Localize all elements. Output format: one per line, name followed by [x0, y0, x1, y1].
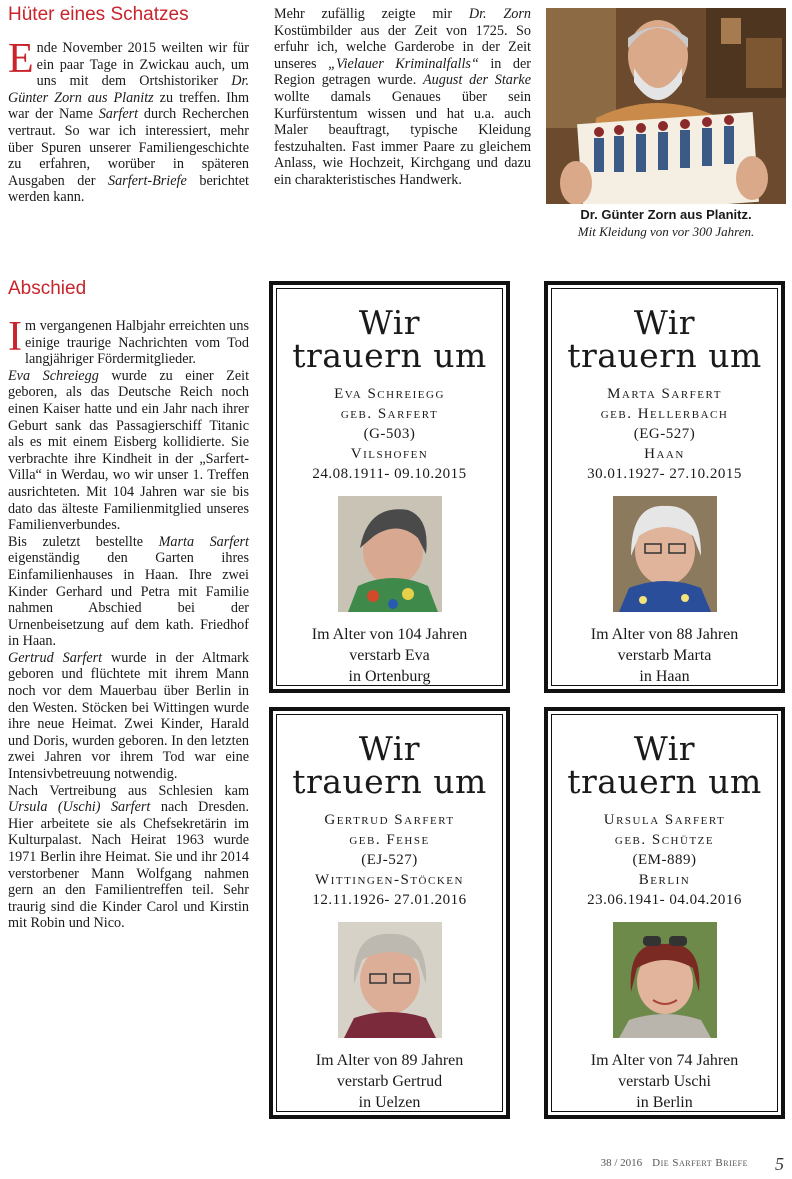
card-dates: 30.01.1927- 27.10.2015	[587, 466, 742, 482]
card-place: Berlin	[638, 872, 691, 888]
card-title: Wir trauern um	[292, 729, 487, 801]
card-code: (EJ-527)	[361, 852, 418, 868]
card-bottom-text: Im Alter von 104 Jahren verstarb Eva in Ortenburg	[311, 626, 468, 685]
card-dates: 24.08.1911- 09.10.2015	[312, 466, 467, 482]
portrait-eva	[338, 496, 442, 612]
issue-number: 38 / 2016	[600, 1157, 643, 1169]
card-name: Gertrud Sarfert	[324, 812, 455, 828]
card-code: (G-503)	[363, 426, 416, 442]
card-name: Ursula Sarfert	[603, 812, 726, 828]
photo-zorn	[546, 8, 786, 204]
card-title: Wir trauern um	[567, 303, 762, 375]
card-born: geb. Fehse	[349, 832, 430, 848]
portrait-gertrud	[338, 922, 442, 1038]
card-place: Haan	[644, 446, 685, 462]
card-place: Vilshofen	[350, 446, 429, 462]
card-dates: 23.06.1941- 04.04.2016	[587, 892, 742, 908]
card-name: Eva Schreiegg	[334, 386, 445, 402]
card-code: (EM-889)	[632, 852, 697, 868]
article2-column: Im vergangenen Halbjahr erreichten uns einige traurige Nachrichten vom Tod langjähriger Fördermitglieder. Eva Schreiegg wurde zu einer Zeit geboren, als das Deutsche Reich noch einen Kaiser hatte und ein Jahr nach ihrer Geburt sank das Passagierschiff Titanic als es mit einem Eisberg kollidierte. Sie verbrachte ihre Kindheit in der „Sarfert-Villa“ in Werdau, wo wir unser 1. Treffen ausrichteten. Mit 104 Jahren war sie bis dato das älteste Familienmitglied unseres Familienverbundes. Bis zuletzt bestellte Marta Sarfert eigenständig den Garten ihres Einfamilienhauses in Haan. Ihre zwei Kinder Gerhard und Petra mit Familie nahmen Abschied bei der Urnenbeisetzung auf dem kath. Friedhof in Haan. Gertrud Sarfert wurde in der Altmark geboren und flüchtete mit ihrem Mann noch vor dem Mauerbau über Berlin in den Westen. Stöcken bei Wittingen wurde ihre neue Heimat. Zwei Kinder, Harald und Doris, wurden geboren. In den letzten zwei Jahren vor ihrem Tod war eine Intensivbetreuung notwendig. Nach Vertreibung aus Schlesien kam Ursula (Uschi) Sarfert nach Dresden. Hier arbeitete sie als Chefsekretärin im Kulturpalast. Nach Heirat 1963 wurde 1971 Berlin ihre Heimat. Sie und ihr 2014 verstorbener Mann Wolfgang nahmen gern an den Familientreffen teil. Sehr traurig sind die Kinder Carol und Kirstin mit Robin und Nico.	[8, 314, 250, 932]
portrait-marta	[613, 496, 717, 612]
obituary-card-gertrud	[269, 707, 510, 1119]
card-dates: 12.11.1926- 27.01.2016	[312, 892, 467, 908]
article-heading-treasure: Hüter eines Schatzes	[8, 4, 189, 25]
obituary-card-eva	[269, 281, 510, 693]
caption-line1: Dr. Günter Zorn aus Planitz.	[580, 207, 752, 222]
card-bottom-text: Im Alter von 89 Jahren verstarb Gertrud in Uelzen	[315, 1052, 464, 1111]
publication-name: Die Sarfert Briefe	[652, 1157, 748, 1169]
dropcap: E	[8, 36, 34, 82]
page-number: 5	[775, 1154, 784, 1174]
card-place: Wittingen-Stöcken	[315, 872, 464, 888]
obituary-card-marta	[544, 281, 785, 693]
photo-zorn-illustration	[546, 8, 786, 204]
obituary-card-ursula	[544, 707, 785, 1119]
card-name: Marta Sarfert	[607, 386, 722, 402]
card-title: Wir trauern um	[567, 729, 762, 801]
photo-caption	[546, 206, 786, 240]
card-bottom-text: Im Alter von 88 Jahren verstarb Marta in Haan	[590, 626, 739, 685]
card-born: geb. Sarfert	[340, 406, 439, 422]
card-born: geb. Schütze	[614, 832, 715, 848]
page-footer	[601, 1157, 748, 1169]
dropcap: I	[8, 314, 22, 360]
card-title: Wir trauern um	[292, 303, 487, 375]
article1-column1: Ende November 2015 weilten wir für ein paar Tage in Zwickau auch, um uns mit dem Ortshistoriker Dr. Günter Zorn aus Planitz zu treffen. Ihm war der Name Sarfert durch Recherchen vertraut. So war ich interessiert, mehr über Spuren unserer Familiengeschichte zu erfahren, worüber in späteren Ausgaben der Sarfert-Briefe berichtet werden kann.	[8, 36, 250, 206]
article-heading-farewell: Abschied	[8, 278, 87, 299]
caption-line2: Mit Kleidung von vor 300 Jahren.	[577, 224, 755, 239]
card-born: geb. Hellerbach	[600, 406, 729, 422]
article1-column2: Mehr zufällig zeigte mir Dr. Zorn Kostümbilder aus der Zeit von 1725. So erfuhr ich, welche Garderobe in der Zeit unseres „Vielauer Kriminalfalls“ in der Region getragen wurde. August der Starke wollte damals Genaues über sein Kurfürstentum wissen und hat u.a. auch Maler beauftragt, typische Kleidung festzuhalten. Fast immer Paare zu gleichem Anlass, wie Hochzeit, Kirchgang und dazu ein charakteristisches Handwerk.	[274, 6, 532, 188]
portrait-ursula	[613, 922, 717, 1038]
card-bottom-text: Im Alter von 74 Jahren verstarb Uschi in Berlin	[590, 1052, 739, 1111]
card-code: (EG-527)	[633, 426, 696, 442]
